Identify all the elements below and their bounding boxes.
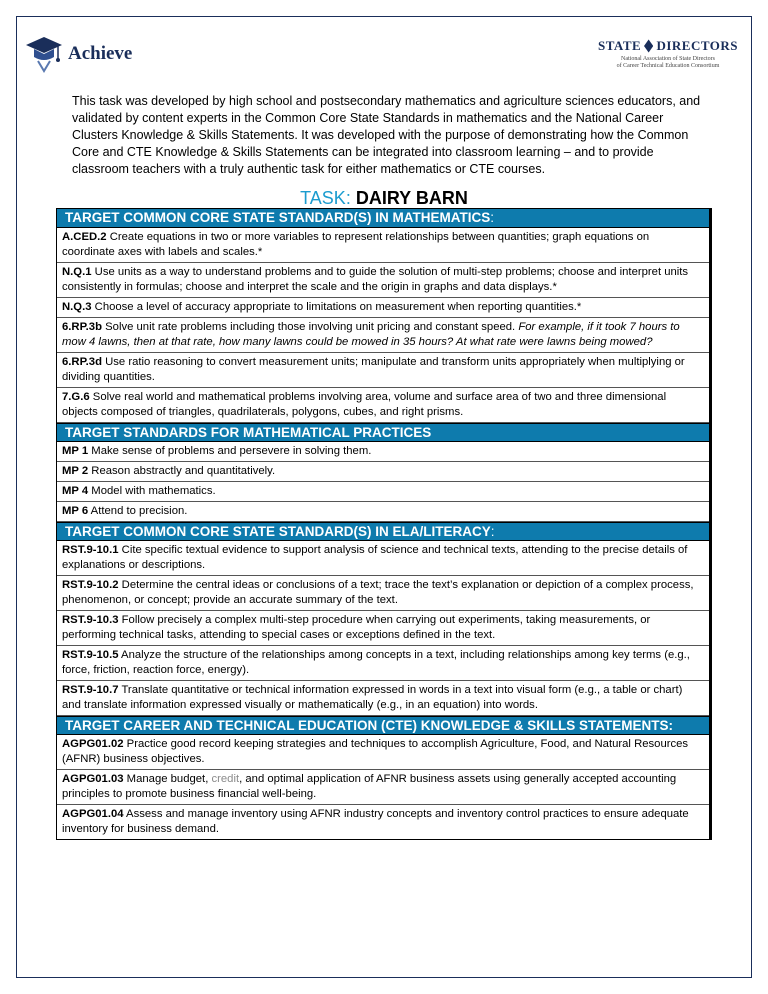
standard-row: 7.G.6 Solve real world and mathematical problems involving area, volume and surface area of two and three dimensional objects composed of triangles, quadrilaterals, polygons, cubes, and right prisms. — [57, 388, 709, 423]
practice-row: MP 1 Make sense of problems and persevere in solving them. — [57, 442, 709, 462]
directors-text: DIRECTORS — [656, 38, 738, 53]
ela-row: RST.9-10.1 Cite specific textual evidence to support analysis of science and technical texts, attending to the precise details of explanations or descriptions. — [57, 541, 709, 576]
standard-row: N.Q.1 Use units as a way to understand problems and to guide the solution of multi-step problems; choose and interpret units consistently in formulas; choose and interpret the scale and the origin in graphs and data displays.* — [57, 263, 709, 298]
standard-row: 6.RP.3d Use ratio reasoning to convert measurement units; manipulate and transform units appropriately when multiplying or dividing quantities. — [57, 353, 709, 388]
task-name: DAIRY BARN — [355, 188, 468, 208]
task-label: TASK: — [300, 188, 351, 208]
ela-row: RST.9-10.3 Follow precisely a complex multi-step procedure when carrying out experiments, taking measurements, or performing technical tasks, attending to special cases or exceptions defined in the text. — [57, 611, 709, 646]
practice-row: MP 6 Attend to precision. — [57, 502, 709, 522]
cte-row: AGPG01.02 Practice good record keeping strategies and techniques to accomplish Agriculture, Food, and Natural Resources (AFNR) business objectives. — [57, 735, 709, 770]
standard-row: N.Q.3 Choose a level of accuracy appropriate to limitations on measurement when reporting quantities.* — [57, 298, 709, 318]
state-text: STATE — [598, 38, 642, 53]
directors-subtitle-2: of Career Technical Education Consortium — [616, 63, 720, 69]
state-directors-logo — [598, 38, 738, 70]
math-practices-header: TARGET STANDARDS FOR MATHEMATICAL PRACTICES — [57, 423, 709, 442]
cte-row: AGPG01.03 Manage budget, credit, and optimal application of AFNR business assets using generally accepted accounting principles to promote business financial well-being. — [57, 770, 709, 805]
cte-row: AGPG01.04 Assess and manage inventory using AFNR industry concepts and inventory control practices to ensure adequate inventory for business demand. — [62, 808, 689, 835]
ela-standards-header: TARGET COMMON CORE STATE STANDARD(S) IN ELA/LITERACY: — [57, 522, 709, 541]
standard-row: 6.RP.3b Solve unit rate problems including those involving unit pricing and constant speed. For example, if it took 7 hours to mow 4 lawns, then at that rate, how many lawns could be mowed in 35 hours? At what rate were lawns being mowed? — [57, 318, 709, 353]
directors-subtitle-1: National Association of State Directors — [621, 56, 715, 62]
task-title — [0, 187, 768, 209]
graduation-cap-icon — [24, 35, 64, 73]
intro-paragraph: This task was developed by high school and postsecondary mathematics and agriculture sciences educators, and validated by content experts in the Common Core State Standards in mathematics and the National Career Clusters Knowledge & Skills Statements. It was developed with the purpose of demonstrating how the Common Core and CTE Knowledge & Skills Statements can be integrated into classroom learning – and to provide classroom teachers with a truly authentic task for either mathematics or CTE courses. — [72, 94, 701, 176]
practice-row: MP 4 Model with mathematics. — [57, 482, 709, 502]
practice-row: MP 2 Reason abstractly and quantitatively. — [57, 462, 709, 482]
diamond-icon — [644, 39, 653, 53]
ela-row: RST.9-10.7 Translate quantitative or technical information expressed in words in a text into visual form (e.g., a table or chart) and translate information expressed visually or mathematically (e.g., in an equation) into words. — [57, 681, 709, 716]
achieve-brand-text: Achieve — [68, 43, 133, 64]
ela-row: RST.9-10.5 Analyze the structure of the relationships among concepts in a text, including relationships among key terms (e.g., force, friction, reaction force, energy). — [57, 646, 709, 681]
achieve-logo — [24, 35, 132, 73]
cte-statements-header: TARGET CAREER AND TECHNICAL EDUCATION (CTE) KNOWLEDGE & SKILLS STATEMENTS: — [57, 716, 709, 735]
math-standards-header: TARGET COMMON CORE STATE STANDARD(S) IN MATHEMATICS: — [57, 209, 709, 228]
standard-row: A.CED.2 Create equations in two or more variables to represent relationships between quantities; graph equations on coordinate axes with labels and scales.* — [57, 228, 709, 263]
standards-table — [56, 208, 712, 840]
ela-row: RST.9-10.2 Determine the central ideas or conclusions of a text; trace the text’s explanation or depiction of a complex process, phenomenon, or concept; provide an accurate summary of the text. — [57, 576, 709, 611]
